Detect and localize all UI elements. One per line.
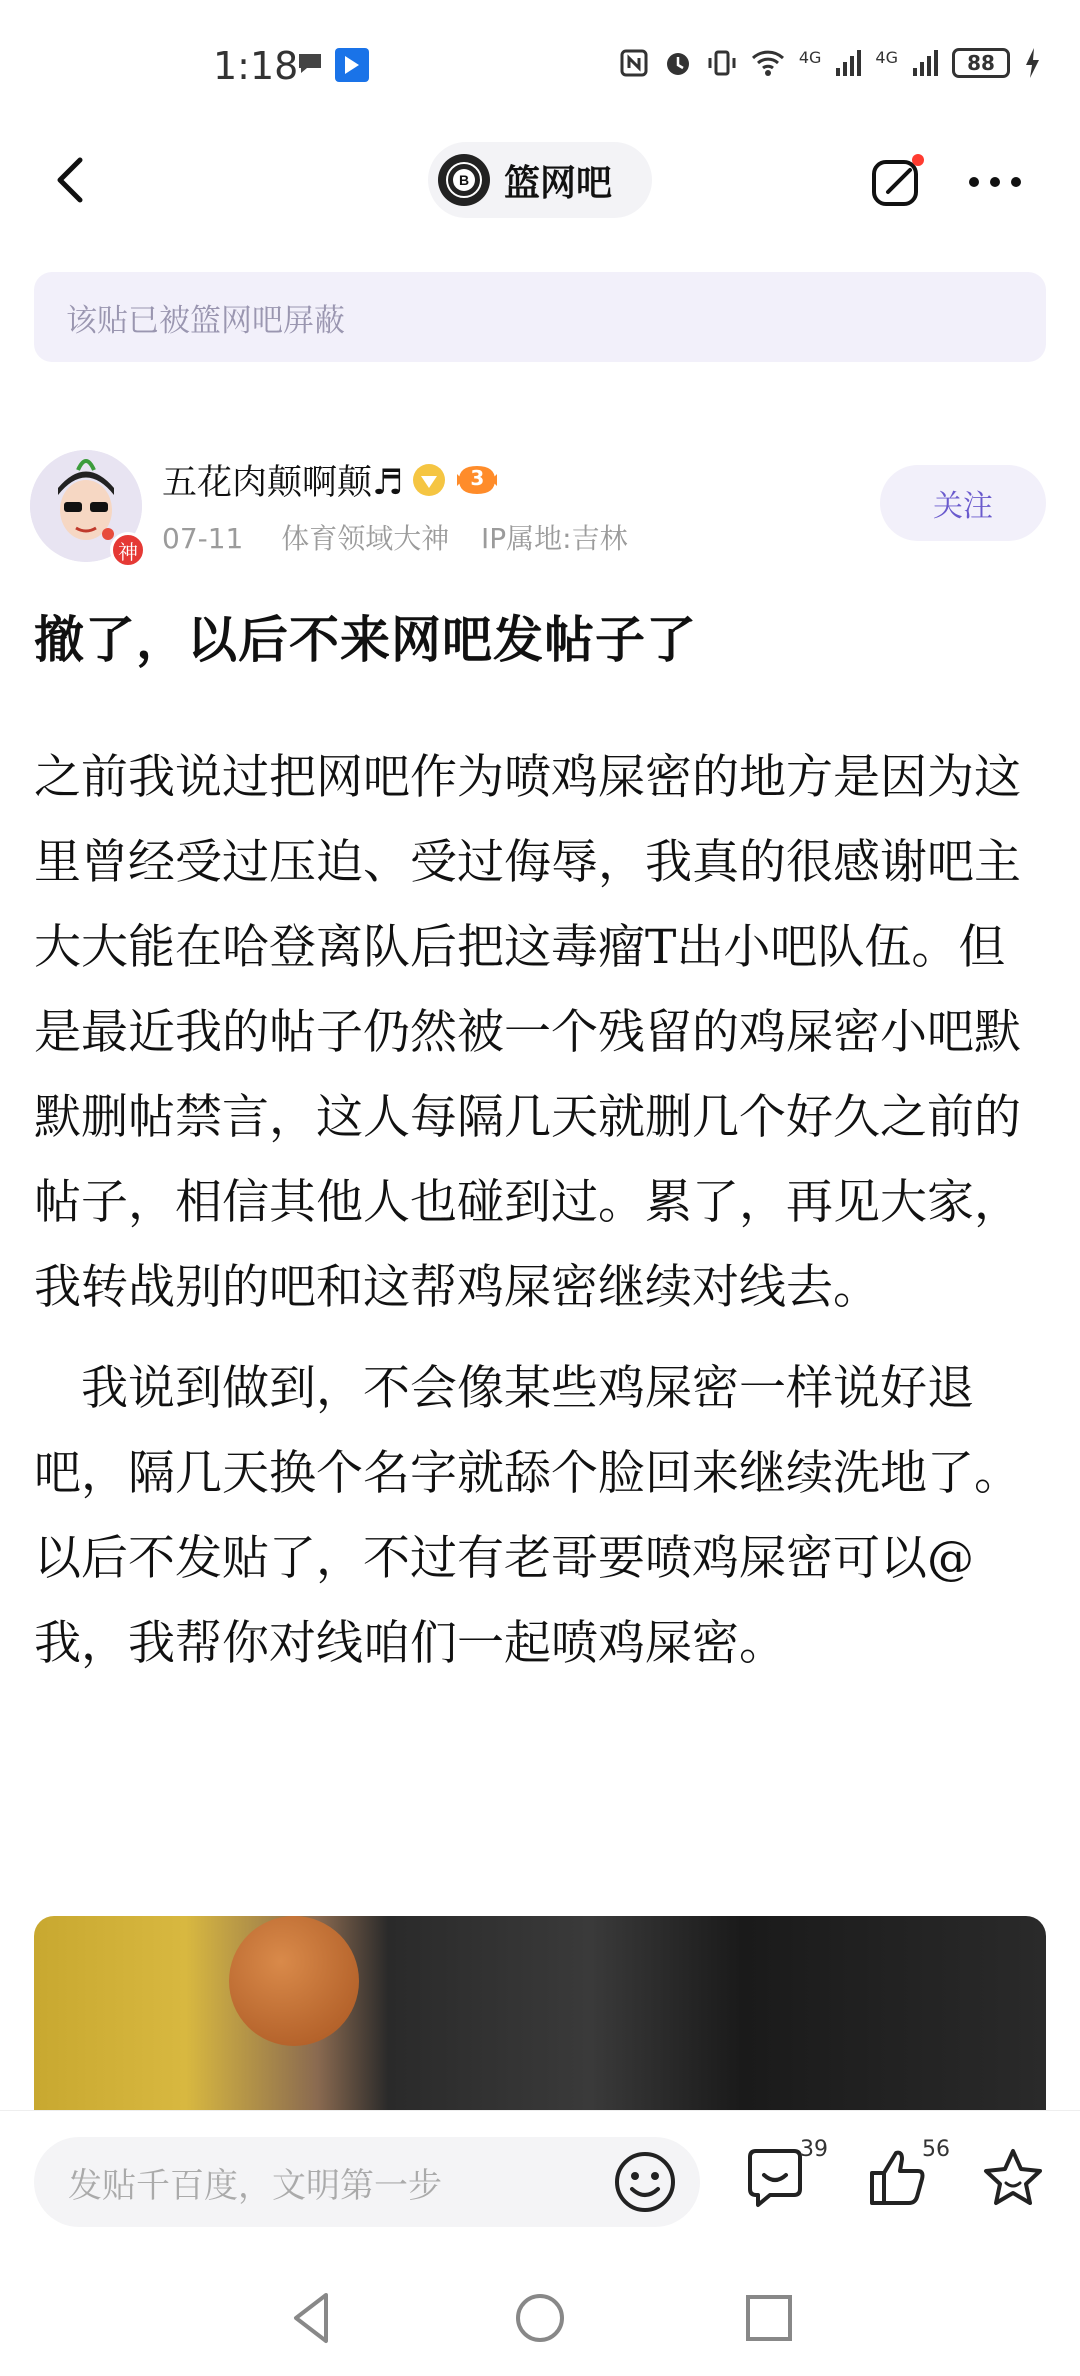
blocked-notice: 该贴已被篮网吧屏蔽 [34, 272, 1046, 362]
reply-input[interactable]: 发贴千百度，文明第一步 [34, 2137, 700, 2227]
author-title: 体育领域大神 [281, 522, 450, 555]
comment-count: 39 [800, 2137, 828, 2162]
system-navigation-bar [0, 2255, 1080, 2376]
svg-text:B: B [458, 172, 470, 188]
compose-icon[interactable] [868, 152, 928, 212]
star-icon [978, 2143, 1048, 2213]
bottom-action-bar [0, 2110, 1080, 2255]
nets-logo-icon [438, 154, 490, 206]
like-count: 56 [922, 2137, 950, 2162]
emoji-icon[interactable] [612, 2149, 678, 2215]
post-image[interactable] [34, 1916, 1046, 2116]
vibrate-icon [707, 48, 737, 78]
post-body [34, 735, 1046, 1686]
network-label-1: 4G [798, 48, 822, 67]
status-time: 1:18 [213, 44, 299, 88]
level-badge: 3 [455, 462, 499, 498]
more-options-icon[interactable] [960, 152, 1030, 212]
follow-button[interactable]: 关注 [880, 465, 1046, 541]
signal-icon-2 [912, 48, 938, 78]
nav-back-icon[interactable] [276, 2283, 346, 2353]
forum-entry-button[interactable] [428, 142, 652, 218]
wifi-icon [751, 48, 785, 78]
nfc-icon [619, 48, 649, 78]
favorite-button[interactable] [978, 2143, 1058, 2223]
back-icon[interactable] [40, 148, 104, 212]
author-name: 五花肉颠啊颠♬ [162, 463, 404, 503]
alarm-icon [663, 48, 693, 78]
notification-icons [295, 48, 369, 82]
author-avatar[interactable] [30, 450, 142, 562]
app-notification-icon [335, 48, 369, 82]
battery-indicator: 88 [952, 48, 1010, 78]
post-paragraph: 我说到做到，不会像某些鸡屎密一样说好退吧，隔几天换个名字就舔个脸回来继续洗地了。以后不发贴了，不过有老哥要喷鸡屎密可以@我，我帮你对线咱们一起喷鸡屎密。 [34, 1361, 1021, 1671]
ip-location: IP属地:吉林 [481, 522, 628, 555]
nav-home-icon[interactable] [505, 2283, 575, 2353]
post-date: 07-11 [162, 522, 244, 555]
avatar-badge: 神 [110, 532, 146, 568]
post-paragraph: 之前我说过把网吧作为喷鸡屎密的地方是因为这里曾经受过压迫、受过侮辱，我真的很感谢吧主大大能在哈登离队后把这毒瘤T出小吧队伍。但是最近我的帖子仍然被一个残留的鸡屎密小吧默默删帖禁言，这人每隔几天就删几个好久之前的帖子，相信其他人也碰到过。累了，再见大家，我转战别的吧和这帮鸡屎密继续对线去。 [34, 750, 1021, 1315]
status-right [619, 48, 1040, 78]
network-label-2: 4G [875, 48, 898, 67]
status-bar [0, 0, 1080, 130]
author-name-row[interactable] [162, 455, 499, 505]
post-title: 撤了，以后不来网吧发帖子了 [34, 611, 697, 669]
diamond-badge-icon [411, 462, 447, 498]
message-icon [295, 48, 325, 78]
comment-button[interactable] [740, 2137, 828, 2223]
charging-icon [1024, 48, 1040, 78]
basketball-graphic [229, 1916, 359, 2046]
signal-icon [835, 48, 861, 78]
forum-name: 篮网吧 [504, 162, 613, 204]
nav-recents-icon[interactable] [734, 2283, 804, 2353]
top-navigation [0, 130, 1080, 230]
like-button[interactable] [862, 2137, 950, 2223]
author-meta [162, 517, 628, 557]
